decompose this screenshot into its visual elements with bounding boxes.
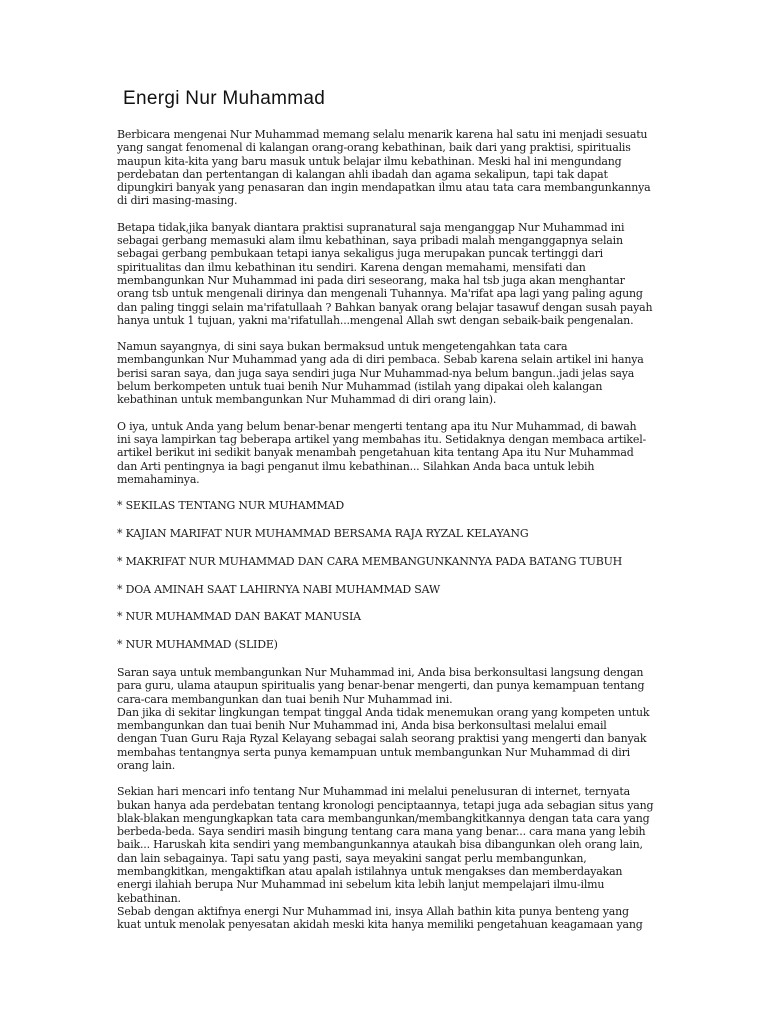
- text-line: membahas tentangnya serta punya kemampuan untuk membangunkan Nur Muhammad di diri: [117, 745, 630, 759]
- paragraph-saran: [117, 666, 657, 706]
- paragraph-gerbang: [117, 221, 657, 327]
- paragraph-konsultasi-email: [117, 706, 657, 772]
- text-line: membangunkan Nur Muhammad yang ada di diri pembaca. Sebab karena selain artikel ini hanya: [117, 353, 644, 367]
- text-line: sebagai gerbang pembukaan tetapi ianya sekaligus juga merupakan puncak tertinggi dari: [117, 247, 604, 261]
- text-line: dan paling tinggi selain ma'rifatullaah ? Bahkan banyak orang belajar tasawuf dengan susah payah: [117, 300, 653, 314]
- paragraph-oiya: [117, 420, 657, 486]
- text-line: belum berkompeten untuk tuai benih Nur Muhammad (istilah yang dipakai oleh kalangan: [117, 380, 603, 394]
- article-link-doa-aminah[interactable]: * DOA AMINAH SAAT LAHIRNYA NABI MUHAMMAD SAW: [117, 582, 440, 596]
- paragraph-sayangnya: [117, 340, 657, 406]
- text-line: dan lain sebagainya. Tapi satu yang pasti, saya meyakini sangat perlu membangunkan,: [117, 851, 587, 865]
- text-line: bukan hanya ada perdebatan tentang kronologi penciptaannya, tetapi juga ada sebagian situs yang: [117, 798, 654, 812]
- text-line: spiritualitas dan ilmu kebathinan itu sendiri. Karena dengan memahami, mensifati dan: [117, 260, 586, 274]
- text-line: orang lain.: [117, 758, 176, 772]
- article-link-slide[interactable]: * NUR MUHAMMAD (SLIDE): [117, 638, 278, 652]
- text-line: dengan Tuan Guru Raja Ryzal Kelayang sebagai salah seorang praktisi yang mengerti dan banyak: [117, 732, 647, 746]
- text-line: Berbicara mengenai Nur Muhammad memang selalu menarik karena hal satu ini menjadi sesuatu: [117, 128, 648, 141]
- paragraph-intro: [117, 128, 657, 208]
- text-line: Saran saya untuk membangunkan Nur Muhammad ini, Anda bisa berkonsultasi langsung dengan: [117, 665, 644, 679]
- document-body: [117, 128, 657, 945]
- text-line: kuat untuk menolak penyesatan akidah meski kita hanya memiliki pengetahuan keagamaan yang: [117, 918, 643, 932]
- text-line: Sekian hari mencari info tentang Nur Muhammad ini melalui penelusuran di internet, ternyata: [117, 785, 630, 799]
- text-line: cara-cara membangunkan dan tuai benih Nur Muhammad ini.: [117, 692, 453, 706]
- text-line: berisi saran saya, dan juga saya sendiri juga Nur Muhammad-nya belum bangun..jadi jelas saya: [117, 366, 635, 380]
- article-link-makrifat[interactable]: * MAKRIFAT NUR MUHAMMAD DAN CARA MEMBANGUNKANNYA PADA BATANG TUBUH: [117, 554, 623, 568]
- text-line: Sebab dengan aktifnya energi Nur Muhammad ini, insya Allah bathin kita punya benteng yang: [117, 904, 629, 918]
- paragraph-benteng: [117, 905, 657, 932]
- text-line: sebagai gerbang memasuki alam ilmu kebathinan, saya pribadi malah menganggapnya selain: [117, 234, 623, 248]
- text-line: memahaminya.: [117, 472, 200, 486]
- text-line: blak-blakan mengungkapkan tata cara membangunkan/membangkitkannya dengan tata cara yang: [117, 811, 650, 825]
- text-line: berbeda-beda. Saya sendiri masih bingung tentang cara mana yang benar... cara mana yang lebih: [117, 825, 646, 839]
- article-link-kajian-marifat[interactable]: * KAJIAN MARIFAT NUR MUHAMMAD BERSAMA RAJA RYZAL KELAYANG: [117, 526, 529, 540]
- paragraph-penelusuran: [117, 785, 657, 905]
- text-line: orang tsb untuk mengenali dirinya dan mengenali Tuhannya. Ma'rifat apa lagi yang paling agung: [117, 287, 643, 301]
- text-line: maupun kita-kita yang baru masuk untuk belajar ilmu kebathinan. Meski hal ini mengundang: [117, 154, 622, 168]
- text-line: energi ilahiah berupa Nur Muhammad ini sebelum kita lebih lanjut mempelajari ilmu-ilmu: [117, 878, 605, 892]
- text-line: O iya, untuk Anda yang belum benar-benar mengerti tentang apa itu Nur Muhammad, di bawah: [117, 419, 637, 433]
- text-line: dan Arti pentingnya ia bagi penganut ilmu kebathinan... Silahkan Anda baca untuk lebih: [117, 459, 595, 473]
- text-line: para guru, ulama ataupun spiritualis yang benar-benar mengerti, dan punya kemampuan tentang: [117, 679, 645, 693]
- text-line: Betapa tidak,jika banyak diantara praktisi supranatural saja menganggap Nur Muhammad ini: [117, 220, 625, 234]
- text-line: baik... Haruskah kita sendiri yang membangunkannya ataukah bisa dibangunkan oleh orang lain,: [117, 838, 643, 852]
- text-line: kebathinan.: [117, 891, 181, 905]
- text-line: hanya untuk 1 tujuan, yakni ma'rifatullah...mengenal Allah swt dengan sebaik-baik pengenalan.: [117, 313, 634, 327]
- text-line: Namun sayangnya, di sini saya bukan bermaksud untuk mengetengahkan tata cara: [117, 340, 568, 354]
- text-line: perdebatan dan pertentangan di kalangan ahli ibadah dan agama sekalipun, tapi tak dapat: [117, 167, 608, 181]
- text-line: kebathinan untuk membangunkan Nur Muhammad di diri orang lain).: [117, 393, 497, 407]
- text-line: membangunkan Nur Muhammad ini pada diri seseorang, maka hal tsb juga akan menghantar: [117, 273, 625, 287]
- article-link-sekilas[interactable]: * SEKILAS TENTANG NUR MUHAMMAD: [117, 499, 345, 513]
- text-line: membangkitkan, mengaktifkan atau apalah istilahnya untuk mengakses dan memberdayakan: [117, 865, 623, 879]
- article-link-bakat-manusia[interactable]: * NUR MUHAMMAD DAN BAKAT MANUSIA: [117, 610, 361, 624]
- text-line: dipungkiri banyak yang penasaran dan ingin mendapatkan ilmu atau tata cara membangunkannya: [117, 181, 651, 195]
- text-line: di diri masing-masing.: [117, 194, 238, 208]
- text-line: ini saya lampirkan tag beberapa artikel yang membahas itu. Setidaknya dengan membaca artikel-: [117, 432, 647, 446]
- text-line: membangunkan dan tuai benih Nur Muhammad ini, Anda bisa berkonsultasi melalui email: [117, 719, 607, 733]
- text-line: artikel berikut ini sedikit banyak menambah pengetahuan kita tentang Apa itu Nur Muhammad: [117, 446, 634, 460]
- document-title: Energi Nur Muhammad: [123, 88, 326, 109]
- text-line: yang sangat fenomenal di kalangan orang-orang kebathinan, baik dari yang praktisi, spiritualis: [117, 141, 631, 155]
- text-line: Dan jika di sekitar lingkungan tempat tinggal Anda tidak menemukan orang yang kompeten untuk: [117, 705, 650, 719]
